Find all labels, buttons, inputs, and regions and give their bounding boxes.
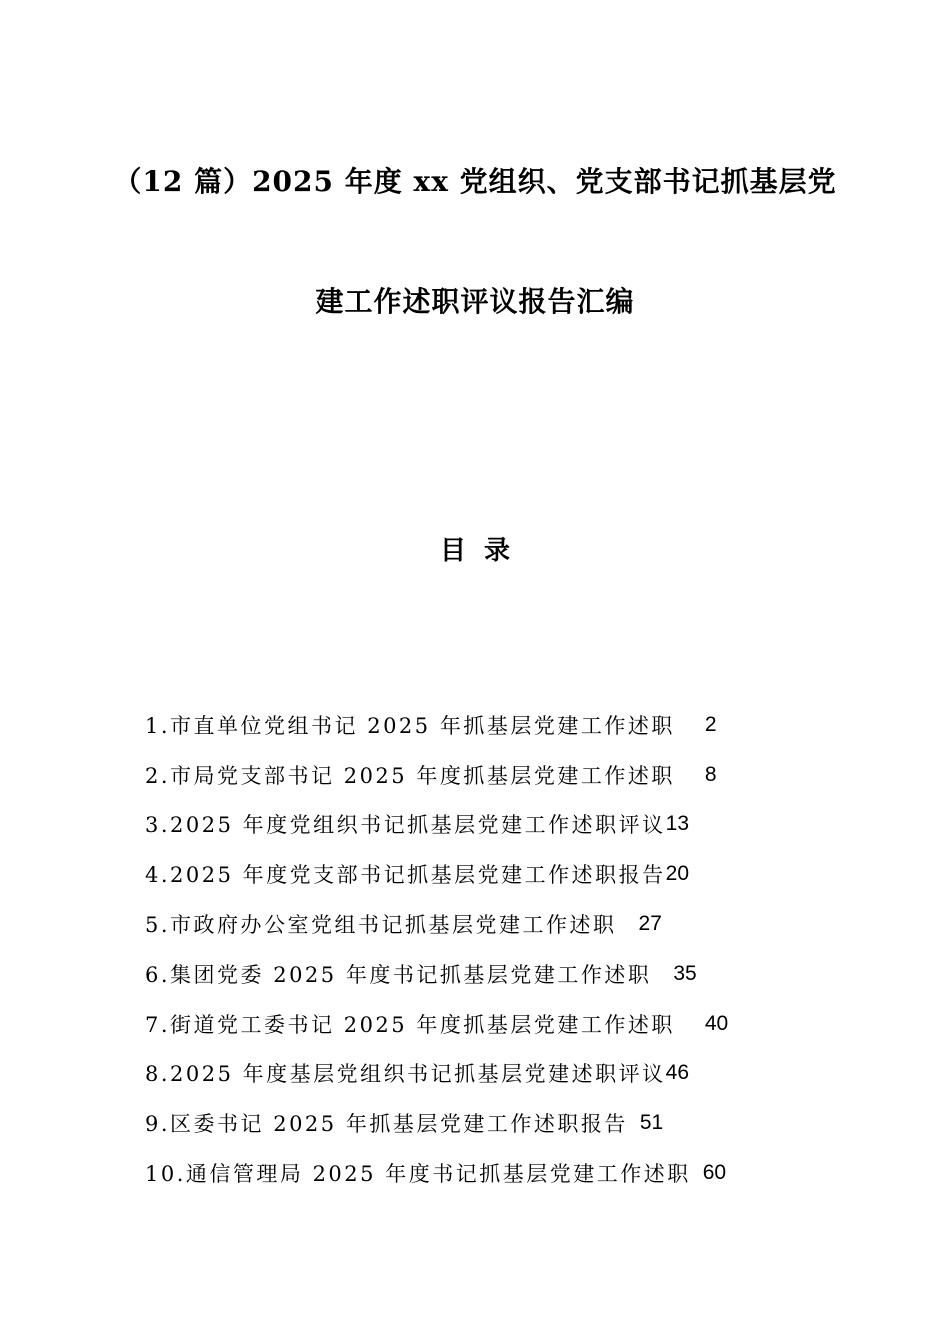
toc-entry-page: 13 <box>665 812 690 836</box>
toc-entry[interactable] <box>145 1098 765 1148</box>
table-of-contents <box>145 700 765 1198</box>
toc-entry-title: 6.集团党委 2025 年度书记抓基层党建工作述职 <box>145 962 652 987</box>
toc-entry[interactable] <box>145 1148 765 1198</box>
toc-entry-page: 51 <box>639 1111 664 1135</box>
toc-entry[interactable] <box>145 899 765 949</box>
toc-entry-title: 7.街道党工委书记 2025 年度抓基层党建工作述职 <box>145 1012 675 1037</box>
toc-entry[interactable] <box>145 949 765 999</box>
document-title-line-1: （12 篇）2025 年度 xx 党组织、党支部书记抓基层党 <box>113 165 837 198</box>
toc-entry-page: 35 <box>673 961 697 985</box>
toc-entry-page: 46 <box>665 1061 690 1085</box>
toc-entry[interactable] <box>145 849 765 899</box>
toc-entry-title: 4.2025 年度党支部书记抓基层党建工作述职报告 <box>145 863 666 888</box>
toc-entry-page: 60 <box>702 1161 727 1185</box>
toc-entry-page: 20 <box>665 862 690 886</box>
toc-heading: 目录 <box>439 536 528 566</box>
toc-entry[interactable] <box>145 999 765 1049</box>
toc-entry[interactable] <box>145 800 765 850</box>
toc-entry-title: 10.通信管理局 2025 年度书记抓基层党建工作述职 <box>145 1162 691 1187</box>
toc-entry-page: 40 <box>704 1011 729 1035</box>
toc-entry-page: 27 <box>638 912 662 936</box>
toc-entry-title: 2.市局党支部书记 2025 年度抓基层党建工作述职 <box>145 763 675 788</box>
document-title-line-2: 建工作述职评议报告汇编 <box>315 285 635 318</box>
toc-entry-title: 8.2025 年度基层党组织书记抓基层党建述职评议 <box>145 1062 666 1087</box>
toc-entry-title: 3.2025 年度党组织书记抓基层党建工作述职评议 <box>145 813 666 838</box>
toc-entry[interactable] <box>145 750 765 800</box>
toc-entry[interactable] <box>145 1049 765 1099</box>
toc-entry-title: 1.市直单位党组书记 2025 年抓基层党建工作述职 <box>145 713 675 738</box>
toc-entry[interactable] <box>145 700 765 750</box>
toc-entry-title: 5.市政府办公室党组书记抓基层党建工作述职 <box>145 913 617 938</box>
toc-entry-page: 8 <box>704 762 717 786</box>
toc-entry-page: 2 <box>704 712 717 736</box>
toc-entry-title: 9.区委书记 2025 年抓基层党建工作述职报告 <box>145 1112 628 1137</box>
